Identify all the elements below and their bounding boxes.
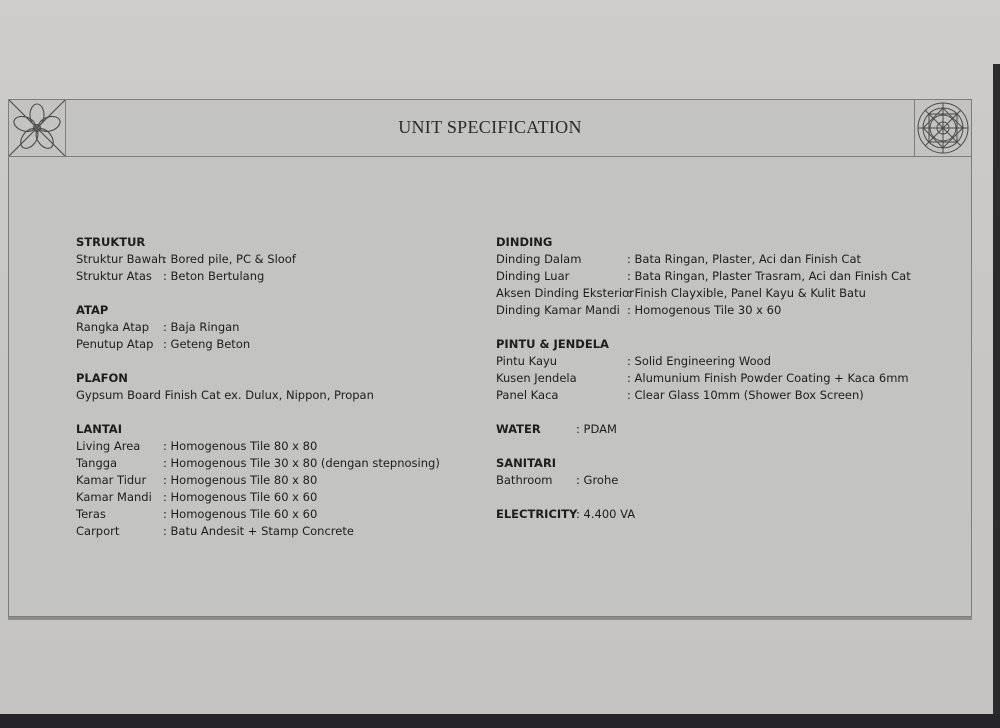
spec-row	[76, 336, 476, 353]
spec-value: : Alumunium Finish Powder Coating + Kaca 6mm	[627, 371, 909, 385]
section-heading-pintu-jendela: PINTU & JENDELA	[496, 337, 609, 351]
spec-row	[496, 302, 956, 319]
spec-value: : Geteng Beton	[163, 337, 251, 351]
spec-value: : Baja Ringan	[163, 320, 240, 334]
spec-row	[496, 387, 956, 404]
spec-value: : Bata Ringan, Plaster Trasram, Aci dan Finish Cat	[627, 269, 911, 283]
bottom-bar	[0, 714, 1000, 728]
spec-value: : Solid Engineering Wood	[627, 354, 771, 368]
spec-label: Dinding Kamar Mandi	[496, 303, 620, 317]
spec-value: : Homogenous Tile 60 x 60	[163, 490, 318, 504]
spec-row	[496, 268, 956, 285]
spec-row	[76, 472, 476, 489]
spec-row	[76, 438, 476, 455]
spec-value: : Homogenous Tile 80 x 80	[163, 439, 318, 453]
spec-label: Panel Kaca	[496, 388, 559, 402]
spec-sheet	[8, 99, 972, 617]
spec-row	[496, 251, 956, 268]
spec-row	[76, 455, 476, 472]
spec-row	[496, 370, 956, 387]
section-heading-atap: ATAP	[76, 303, 109, 317]
spec-label: Kamar Mandi	[76, 490, 152, 504]
spec-label: Struktur Bawah	[76, 252, 166, 266]
spec-label: Pintu Kayu	[496, 354, 558, 368]
section-heading-water: WATER	[496, 422, 541, 436]
spec-row-water	[496, 421, 956, 438]
mandala-ornament-icon	[914, 100, 971, 156]
spec-row	[76, 251, 476, 268]
spec-label: Dinding Dalam	[496, 252, 582, 266]
spec-label: Bathroom	[496, 473, 553, 487]
spec-label: Carport	[76, 524, 120, 538]
spec-row	[496, 472, 956, 489]
section-heading-electricity: ELECTRICITY	[496, 507, 578, 521]
spec-value: : Homogenous Tile 60 x 60	[163, 507, 318, 521]
spec-label: Kusen Jendela	[496, 371, 577, 385]
spec-row	[496, 285, 956, 302]
right-column	[496, 234, 956, 523]
window-edge	[993, 64, 1000, 714]
section-heading-plafon: PLAFON	[76, 371, 128, 385]
spec-value: : Finish Clayxible, Panel Kayu & Kulit Batu	[627, 286, 866, 300]
section-heading-dinding: DINDING	[496, 235, 553, 249]
sheet-header	[9, 100, 971, 157]
spec-value: : PDAM	[576, 422, 617, 436]
spec-value: : Batu Andesit + Stamp Concrete	[163, 524, 354, 538]
spec-value: : Bored pile, PC & Sloof	[163, 252, 296, 266]
left-column	[76, 234, 476, 540]
spec-value: : Homogenous Tile 30 x 60	[627, 303, 782, 317]
spec-row	[76, 489, 476, 506]
spec-row	[76, 523, 476, 540]
spec-label: Tangga	[76, 456, 118, 470]
spec-value: : Homogenous Tile 80 x 80	[163, 473, 318, 487]
spec-label: Struktur Atas	[76, 269, 152, 283]
section-heading-struktur: STRUKTUR	[76, 235, 146, 249]
spec-text-plafon: Gypsum Board Finish Cat ex. Dulux, Nippon, Propan	[76, 388, 374, 402]
spec-value: : 4.400 VA	[576, 507, 636, 521]
spec-label: Living Area	[76, 439, 141, 453]
spec-value: : Grohe	[576, 473, 619, 487]
spec-row	[76, 319, 476, 336]
spec-label: Dinding Luar	[496, 269, 570, 283]
page-title: UNIT SPECIFICATION	[398, 117, 582, 137]
spec-row	[76, 506, 476, 523]
spec-label: Penutup Atap	[76, 337, 154, 351]
spec-value: : Beton Bertulang	[163, 269, 265, 283]
spec-value: : Homogenous Tile 30 x 80 (dengan stepnosing)	[163, 456, 440, 470]
section-heading-sanitari: SANITARI	[496, 456, 557, 470]
spec-label: Teras	[76, 507, 106, 521]
spec-row-electricity	[496, 506, 956, 523]
spec-value: : Bata Ringan, Plaster, Aci dan Finish Cat	[627, 252, 861, 266]
spec-row	[496, 353, 956, 370]
section-heading-lantai: LANTAI	[76, 422, 122, 436]
spec-label: Kamar Tidur	[76, 473, 147, 487]
spec-value: : Clear Glass 10mm (Shower Box Screen)	[627, 388, 864, 402]
spec-row	[76, 268, 476, 285]
spec-label: Rangka Atap	[76, 320, 150, 334]
spec-label: Aksen Dinding Eksterior	[496, 286, 634, 300]
